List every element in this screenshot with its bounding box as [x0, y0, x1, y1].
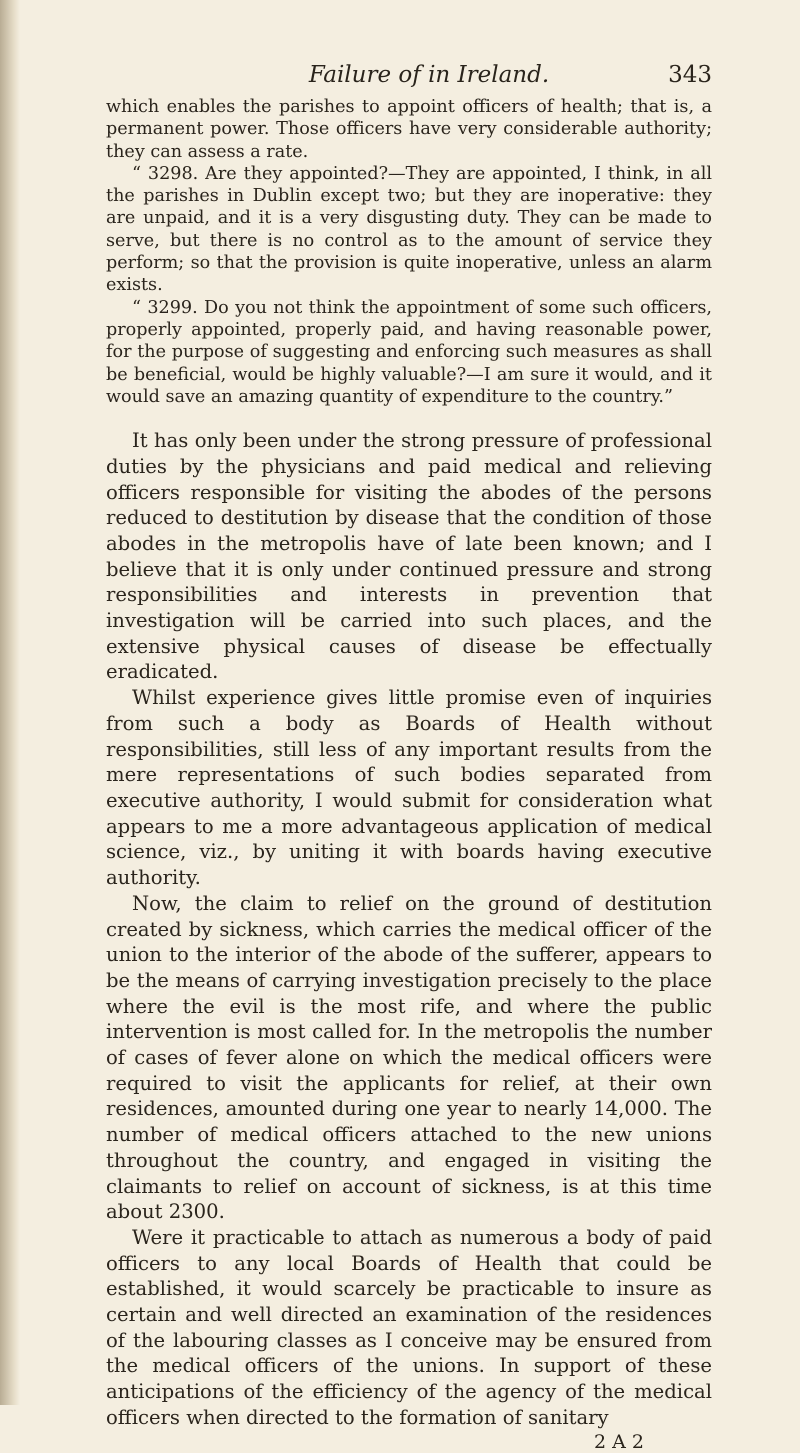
body-paragraph: Now, the claim to relief on the ground of destitution created by sickness, which carries the medical officer of the union to the interior of the abode of the sufferer, appears to be the means of carrying investigation precisely to the place where the evil is the most rife, and where the public intervention is most called for. In the metropolis the number of cases of fever alone on which the medical officers were required to visit the applicants for relief, at their own residences, amounted during one year to nearly 14,000. The number of medical officers attached to the new unions throughout the country, and engaged in visiting the claimants to relief on account of sickness, is at this time about 2300.	[106, 891, 712, 1224]
body-paragraph: It has only been under the strong pressure of professional duties by the physicians and paid medical and relieving officers responsible for visiting the abodes of the persons reduced to destitution by disease that the condition of those abodes in the metropolis have of late been known; and I believe that it is only under continued pressure and strong responsibilities and interests in prevention that investigation will be carried into such places, and the extensive physical causes of disease be effectually eradicated.	[106, 429, 712, 684]
main-text	[106, 428, 712, 1430]
section-gap	[106, 408, 712, 428]
page-header	[106, 52, 712, 88]
page-body	[106, 96, 712, 1453]
body-paragraph: Whilst experience gives little promise even of inquiries from such a body as Boards of Health without responsibilities, still less of any important results from the mere representations of such bodies separated from executive authority, I would submit for consideration what appears to me a more advantageous application of medical science, viz., by uniting it with boards having executive authority.	[106, 686, 712, 890]
evidence-paragraph: “ 3298. Are they appointed?—They are appointed, I think, in all the parishes in Dublin except two; but they are inoperative: they are unpaid, and it is a very disgusting duty. They can be made to serve, but there is no control as to the amount of service they perform; so that the provision is quite inoperative, unless an alarm exists.	[106, 163, 712, 296]
evidence-paragraph: “ 3299. Do you not think the appointment of some such officers, properly appointed, properly paid, and having reasonable power, for the purpose of suggesting and enforcing such measures as shall be beneficial, would be highly valuable?—I am sure it would, and it would save an amazing quantity of expenditure to the country.”	[106, 297, 712, 407]
body-paragraph: Were it practicable to attach as numerous a body of paid officers to any local Boards of Health that could be established, it would scarcely be practicable to insure as certain and well directed an examination of the residences of the labouring classes as I conceive may be ensured from the medical officers of the unions. In support of these anticipations of the efficiency of the agency of the medical officers when directed to the formation of sanitary	[106, 1225, 712, 1429]
running-head: Failure of in Ireland.	[308, 62, 550, 88]
evidence-block	[106, 96, 712, 408]
page-number: 343	[668, 62, 712, 88]
evidence-paragraph: which enables the parishes to appoint officers of health; that is, a permanent power. Those officers have very considerable authority; they can assess a rate.	[106, 97, 712, 162]
signature-mark: 2 A 2	[594, 1430, 644, 1453]
